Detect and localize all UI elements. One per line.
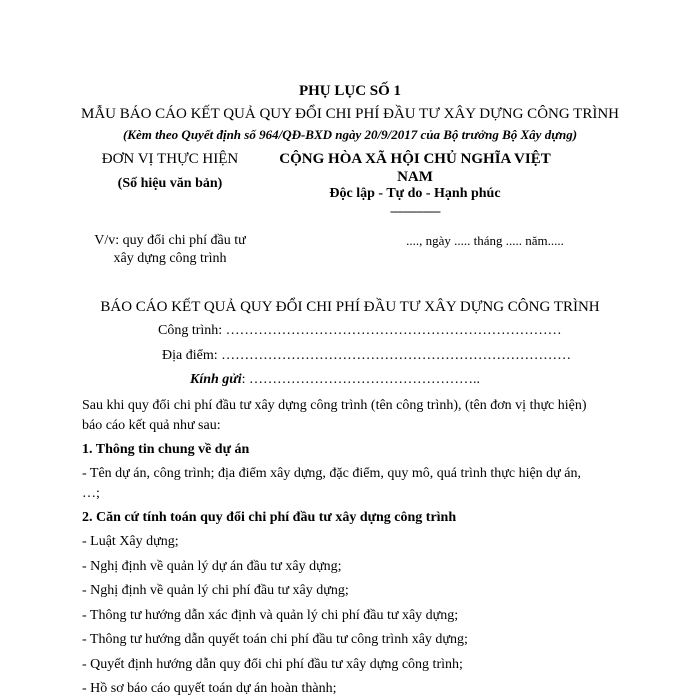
decision-reference: (Kèm theo Quyết định số 964/QĐ-BXD ngày 20/9/2017 của Bộ trưởng Bộ Xây dựng) <box>122 127 578 142</box>
list-item: - Nghị định về quản lý chi phí đầu tư xây dựng; <box>82 583 349 598</box>
list-item: - Hồ sơ báo cáo quyết toán dự án hoàn thành; <box>82 681 337 696</box>
motto-separator: --------------- <box>390 203 440 218</box>
form-title: MẪU BÁO CÁO KẾT QUẢ QUY ĐỔI CHI PHÍ ĐẦU TƯ XÂY DỰNG CÔNG TRÌNH <box>81 106 619 122</box>
recipient-field <box>190 372 480 388</box>
list-item: - Thông tư hướng dẫn xác định và quản lý chi phí đầu tư xây dựng; <box>82 608 459 623</box>
project-field: Công trình: ……………………………………………………………… <box>158 323 562 338</box>
intro-line-2: báo cáo kết quả như sau: <box>82 418 221 433</box>
section-1-line-2: …; <box>82 486 100 501</box>
section-2-heading: 2. Căn cứ tính toán quy đổi chi phí đầu tư xây dựng công trình <box>82 510 457 525</box>
list-item: - Luật Xây dựng; <box>82 534 179 549</box>
recipient-value: : ………………………………………….. <box>241 372 480 387</box>
nation-name-line-2: NAM <box>397 169 433 185</box>
section-1-line-1: - Tên dự án, công trình; địa điểm xây dựng, đặc điểm, quy mô, quá trình thực hiện dự án, <box>82 466 581 481</box>
national-motto: Độc lập - Tự do - Hạnh phúc <box>329 186 501 201</box>
list-item: - Nghị định về quản lý dự án đầu tư xây dựng; <box>82 559 342 574</box>
date-line: ...., ngày ..... tháng ..... năm..... <box>406 233 564 248</box>
subject-line-1: V/v: quy đổi chi phí đầu tư <box>94 233 246 248</box>
list-item: - Thông tư hướng dẫn quyết toán chi phí đầu tư công trình xây dựng; <box>82 632 468 647</box>
report-title: BÁO CÁO KẾT QUẢ QUY ĐỔI CHI PHÍ ĐẦU TƯ XÂY DỰNG CÔNG TRÌNH <box>100 299 600 315</box>
appendix-title: PHỤ LỤC SỐ 1 <box>298 83 402 99</box>
recipient-label: Kính gửi <box>190 372 242 387</box>
intro-line-1: Sau khi quy đổi chi phí đầu tư xây dựng công trình (tên công trình), (tên đơn vị thực hiện) <box>82 398 587 413</box>
implementing-unit: ĐƠN VỊ THỰC HIỆN <box>101 151 239 167</box>
nation-name-line-1: CỘNG HÒA XÃ HỘI CHỦ NGHĨA VIỆT <box>279 151 551 167</box>
section-1-heading: 1. Thông tin chung về dự án <box>82 442 250 457</box>
list-item: - Quyết định hướng dẫn quy đổi chi phí đầu tư xây dựng công trình; <box>82 657 463 672</box>
location-field: Địa điểm: ………………………………………………………………… <box>162 348 572 363</box>
document-number: (Số hiệu văn bản) <box>117 176 223 191</box>
subject-line-2: xây dựng công trình <box>113 251 227 266</box>
